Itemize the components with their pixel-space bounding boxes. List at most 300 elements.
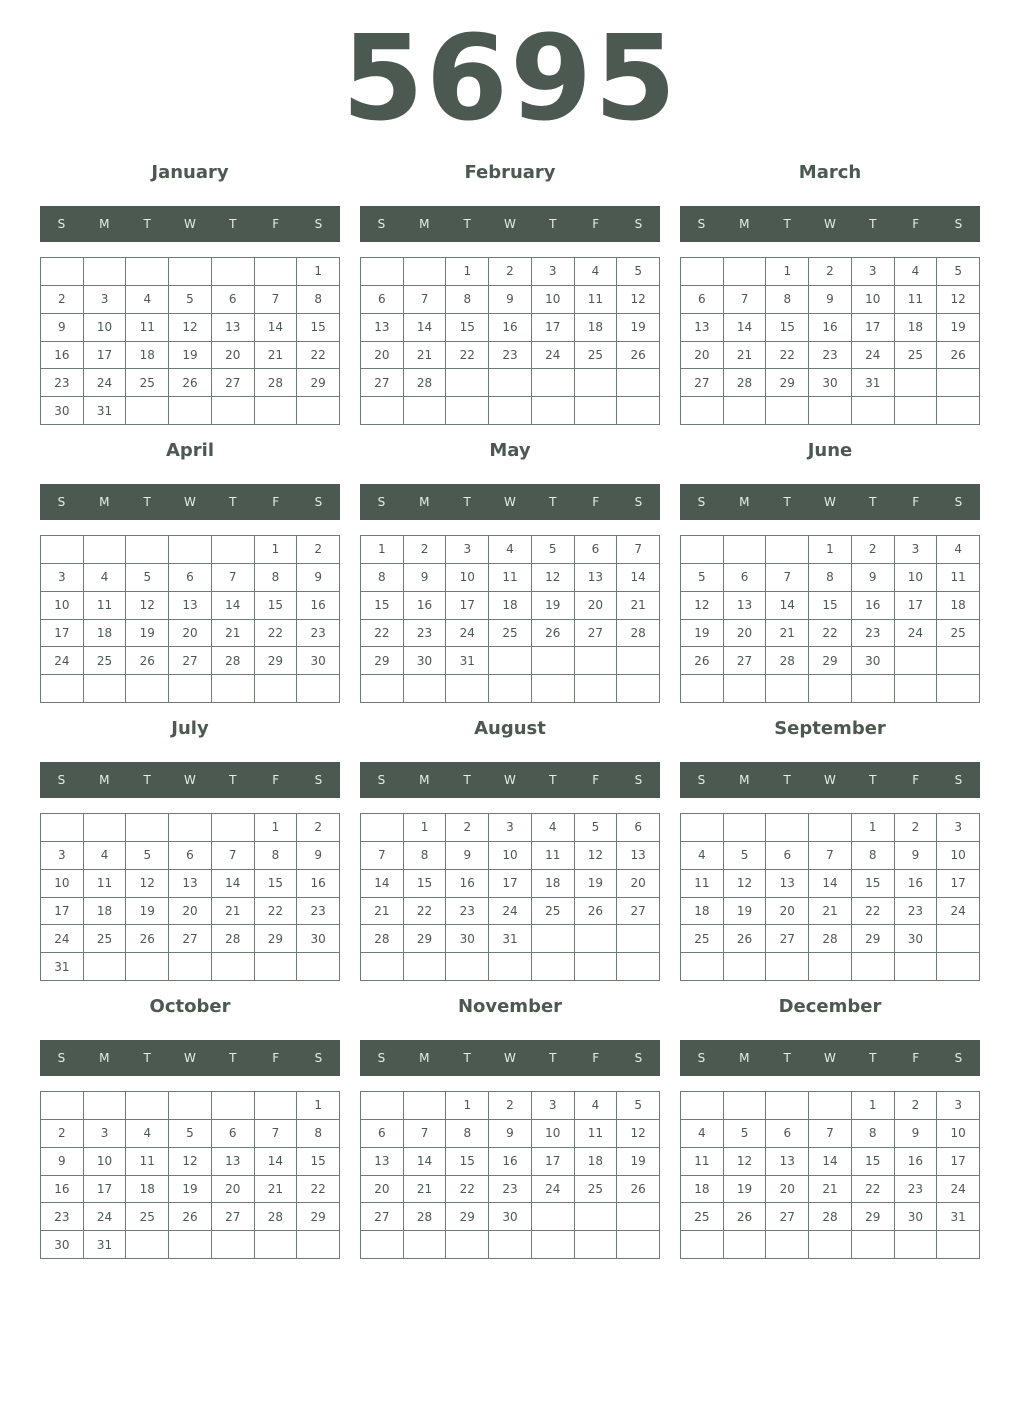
day-cell: 19 bbox=[126, 898, 169, 926]
day-cell: 24 bbox=[532, 1176, 575, 1204]
day-cell: 4 bbox=[532, 814, 575, 842]
empty-day-cell bbox=[681, 1092, 724, 1120]
day-cell: 27 bbox=[681, 369, 724, 397]
day-cell: 1 bbox=[255, 814, 298, 842]
day-cell: 13 bbox=[212, 314, 255, 342]
day-cell: 6 bbox=[681, 286, 724, 314]
day-cell: 4 bbox=[126, 1120, 169, 1148]
day-cell: 17 bbox=[532, 314, 575, 342]
day-cell: 23 bbox=[895, 898, 938, 926]
day-cell: 15 bbox=[852, 870, 895, 898]
day-cell: 27 bbox=[575, 620, 618, 648]
empty-day-cell bbox=[126, 1092, 169, 1120]
day-cell: 13 bbox=[724, 592, 767, 620]
day-cell: 7 bbox=[617, 536, 660, 564]
empty-day-cell bbox=[766, 814, 809, 842]
day-cell: 12 bbox=[126, 870, 169, 898]
empty-day-cell bbox=[446, 1231, 489, 1259]
day-cell: 3 bbox=[84, 1120, 127, 1148]
day-cell: 13 bbox=[361, 314, 404, 342]
day-cell: 22 bbox=[297, 342, 340, 370]
day-cell: 16 bbox=[809, 314, 852, 342]
weekday-label: S bbox=[57, 217, 66, 231]
day-cell: 7 bbox=[724, 286, 767, 314]
weekday-label: T bbox=[549, 217, 557, 231]
day-cell: 19 bbox=[617, 1148, 660, 1176]
day-cell: 4 bbox=[84, 564, 127, 592]
day-cell: 23 bbox=[489, 1176, 532, 1204]
day-cell: 21 bbox=[617, 592, 660, 620]
day-cell: 11 bbox=[532, 842, 575, 870]
day-cell: 13 bbox=[766, 1148, 809, 1176]
day-cell: 3 bbox=[937, 1092, 980, 1120]
empty-day-cell bbox=[852, 1231, 895, 1259]
day-cell: 29 bbox=[766, 369, 809, 397]
day-cell: 26 bbox=[681, 647, 724, 675]
day-grid bbox=[360, 257, 660, 425]
weekday-label: F bbox=[592, 1051, 600, 1065]
day-cell: 1 bbox=[766, 258, 809, 286]
empty-day-cell bbox=[84, 953, 127, 981]
day-cell: 19 bbox=[937, 314, 980, 342]
empty-day-cell bbox=[937, 675, 980, 703]
empty-day-cell bbox=[852, 397, 895, 425]
day-cell: 1 bbox=[446, 258, 489, 286]
empty-day-cell bbox=[404, 397, 447, 425]
day-cell: 6 bbox=[212, 1120, 255, 1148]
day-cell: 4 bbox=[681, 1120, 724, 1148]
weekday-label: W bbox=[504, 1051, 516, 1065]
day-cell: 29 bbox=[809, 647, 852, 675]
empty-day-cell bbox=[895, 1231, 938, 1259]
day-cell: 19 bbox=[617, 314, 660, 342]
day-cell: 1 bbox=[404, 814, 447, 842]
weekday-label: F bbox=[272, 217, 280, 231]
day-cell: 25 bbox=[126, 369, 169, 397]
day-grid bbox=[680, 1091, 980, 1259]
empty-day-cell bbox=[212, 675, 255, 703]
day-cell: 24 bbox=[84, 1203, 127, 1231]
day-cell: 6 bbox=[724, 564, 767, 592]
day-cell: 14 bbox=[809, 1148, 852, 1176]
empty-day-cell bbox=[724, 1092, 767, 1120]
weekday-label: M bbox=[739, 495, 750, 509]
empty-day-cell bbox=[575, 397, 618, 425]
weekday-label: S bbox=[697, 495, 706, 509]
day-cell: 7 bbox=[766, 564, 809, 592]
weekday-label: S bbox=[697, 773, 706, 787]
day-cell: 2 bbox=[852, 536, 895, 564]
weekday-label: F bbox=[912, 1051, 920, 1065]
weekday-label: S bbox=[377, 1051, 386, 1065]
day-cell: 25 bbox=[681, 1203, 724, 1231]
day-cell: 9 bbox=[489, 286, 532, 314]
day-cell: 3 bbox=[532, 258, 575, 286]
day-cell: 7 bbox=[404, 286, 447, 314]
weekday-label: S bbox=[634, 1051, 643, 1065]
empty-day-cell bbox=[617, 647, 660, 675]
day-cell: 20 bbox=[361, 342, 404, 370]
empty-day-cell bbox=[532, 369, 575, 397]
day-cell: 21 bbox=[724, 342, 767, 370]
empty-day-cell bbox=[617, 925, 660, 953]
day-cell: 28 bbox=[255, 369, 298, 397]
day-cell: 30 bbox=[489, 1203, 532, 1231]
empty-day-cell bbox=[724, 953, 767, 981]
empty-day-cell bbox=[766, 953, 809, 981]
day-cell: 23 bbox=[41, 369, 84, 397]
weekday-label: M bbox=[99, 1051, 110, 1065]
empty-day-cell bbox=[212, 536, 255, 564]
day-cell: 17 bbox=[41, 898, 84, 926]
empty-day-cell bbox=[575, 1203, 618, 1231]
day-cell: 28 bbox=[212, 647, 255, 675]
empty-day-cell bbox=[895, 953, 938, 981]
empty-day-cell bbox=[169, 1092, 212, 1120]
weekday-label: W bbox=[824, 773, 836, 787]
day-cell: 16 bbox=[404, 592, 447, 620]
day-cell: 25 bbox=[532, 898, 575, 926]
day-cell: 1 bbox=[297, 1092, 340, 1120]
day-cell: 6 bbox=[766, 842, 809, 870]
weekday-header bbox=[40, 762, 340, 798]
day-cell: 30 bbox=[41, 1231, 84, 1259]
weekday-header bbox=[40, 206, 340, 242]
day-cell: 8 bbox=[852, 1120, 895, 1148]
day-grid bbox=[680, 535, 980, 703]
weekday-label: F bbox=[912, 773, 920, 787]
day-grid bbox=[360, 1091, 660, 1259]
day-grid bbox=[360, 535, 660, 703]
empty-day-cell bbox=[212, 1092, 255, 1120]
day-cell: 19 bbox=[681, 620, 724, 648]
day-cell: 17 bbox=[446, 592, 489, 620]
weekday-label: S bbox=[314, 1051, 323, 1065]
day-cell: 3 bbox=[895, 536, 938, 564]
day-cell: 23 bbox=[852, 620, 895, 648]
empty-day-cell bbox=[361, 1231, 404, 1259]
empty-day-cell bbox=[617, 1231, 660, 1259]
empty-day-cell bbox=[126, 953, 169, 981]
empty-day-cell bbox=[575, 925, 618, 953]
day-cell: 30 bbox=[446, 925, 489, 953]
weekday-label: T bbox=[783, 773, 791, 787]
weekday-label: W bbox=[824, 1051, 836, 1065]
empty-day-cell bbox=[809, 953, 852, 981]
weekday-label: T bbox=[229, 495, 237, 509]
weekday-label: S bbox=[377, 217, 386, 231]
empty-day-cell bbox=[937, 953, 980, 981]
day-cell: 7 bbox=[212, 564, 255, 592]
day-cell: 16 bbox=[41, 1176, 84, 1204]
empty-day-cell bbox=[84, 258, 127, 286]
weekday-label: T bbox=[783, 217, 791, 231]
day-cell: 28 bbox=[766, 647, 809, 675]
empty-day-cell bbox=[361, 397, 404, 425]
empty-day-cell bbox=[575, 953, 618, 981]
empty-day-cell bbox=[895, 397, 938, 425]
day-cell: 8 bbox=[809, 564, 852, 592]
weekday-label: S bbox=[634, 495, 643, 509]
day-cell: 10 bbox=[41, 870, 84, 898]
day-cell: 14 bbox=[361, 870, 404, 898]
day-cell: 12 bbox=[724, 870, 767, 898]
day-cell: 18 bbox=[681, 1176, 724, 1204]
weekday-label: M bbox=[99, 495, 110, 509]
empty-day-cell bbox=[617, 1203, 660, 1231]
day-cell: 21 bbox=[212, 620, 255, 648]
day-cell: 10 bbox=[446, 564, 489, 592]
day-cell: 5 bbox=[937, 258, 980, 286]
day-cell: 10 bbox=[84, 1148, 127, 1176]
day-cell: 13 bbox=[575, 564, 618, 592]
day-cell: 4 bbox=[126, 286, 169, 314]
day-cell: 19 bbox=[169, 342, 212, 370]
day-cell: 8 bbox=[446, 286, 489, 314]
empty-day-cell bbox=[532, 397, 575, 425]
day-cell: 8 bbox=[297, 1120, 340, 1148]
day-cell: 5 bbox=[532, 536, 575, 564]
day-cell: 25 bbox=[575, 1176, 618, 1204]
day-cell: 17 bbox=[895, 592, 938, 620]
weekday-label: T bbox=[869, 217, 877, 231]
weekday-label: T bbox=[143, 495, 151, 509]
day-cell: 28 bbox=[404, 1203, 447, 1231]
weekday-label: W bbox=[824, 495, 836, 509]
day-cell: 6 bbox=[212, 286, 255, 314]
day-cell: 9 bbox=[895, 842, 938, 870]
day-cell: 18 bbox=[937, 592, 980, 620]
empty-day-cell bbox=[617, 369, 660, 397]
day-cell: 13 bbox=[169, 592, 212, 620]
day-cell: 28 bbox=[255, 1203, 298, 1231]
empty-day-cell bbox=[724, 1231, 767, 1259]
weekday-header bbox=[360, 484, 660, 520]
day-cell: 24 bbox=[489, 898, 532, 926]
day-cell: 9 bbox=[297, 564, 340, 592]
day-cell: 28 bbox=[724, 369, 767, 397]
empty-day-cell bbox=[404, 258, 447, 286]
day-cell: 24 bbox=[852, 342, 895, 370]
empty-day-cell bbox=[895, 675, 938, 703]
empty-day-cell bbox=[766, 1092, 809, 1120]
day-cell: 15 bbox=[255, 870, 298, 898]
month-name: February bbox=[464, 162, 556, 183]
day-cell: 2 bbox=[446, 814, 489, 842]
day-cell: 27 bbox=[361, 369, 404, 397]
day-cell: 5 bbox=[724, 842, 767, 870]
day-cell: 7 bbox=[809, 1120, 852, 1148]
weekday-label: S bbox=[314, 773, 323, 787]
day-cell: 1 bbox=[446, 1092, 489, 1120]
empty-day-cell bbox=[937, 647, 980, 675]
weekday-label: W bbox=[824, 217, 836, 231]
day-cell: 9 bbox=[489, 1120, 532, 1148]
day-cell: 5 bbox=[126, 842, 169, 870]
weekday-label: F bbox=[592, 495, 600, 509]
day-cell: 5 bbox=[681, 564, 724, 592]
weekday-label: M bbox=[99, 773, 110, 787]
day-cell: 11 bbox=[126, 314, 169, 342]
day-cell: 11 bbox=[681, 870, 724, 898]
day-cell: 12 bbox=[617, 1120, 660, 1148]
day-cell: 27 bbox=[766, 925, 809, 953]
day-cell: 11 bbox=[895, 286, 938, 314]
day-cell: 21 bbox=[255, 342, 298, 370]
day-cell: 18 bbox=[575, 1148, 618, 1176]
day-cell: 24 bbox=[446, 620, 489, 648]
day-cell: 25 bbox=[681, 925, 724, 953]
empty-day-cell bbox=[169, 258, 212, 286]
day-cell: 24 bbox=[895, 620, 938, 648]
day-cell: 7 bbox=[361, 842, 404, 870]
weekday-label: T bbox=[783, 495, 791, 509]
weekday-label: S bbox=[697, 217, 706, 231]
empty-day-cell bbox=[41, 258, 84, 286]
day-cell: 12 bbox=[169, 314, 212, 342]
weekday-label: F bbox=[272, 773, 280, 787]
weekday-label: T bbox=[549, 495, 557, 509]
day-cell: 12 bbox=[575, 842, 618, 870]
day-cell: 14 bbox=[212, 592, 255, 620]
day-cell: 6 bbox=[766, 1120, 809, 1148]
day-cell: 11 bbox=[84, 870, 127, 898]
day-cell: 20 bbox=[361, 1176, 404, 1204]
day-cell: 8 bbox=[297, 286, 340, 314]
weekday-label: S bbox=[377, 773, 386, 787]
weekday-label: T bbox=[143, 1051, 151, 1065]
day-cell: 30 bbox=[41, 397, 84, 425]
day-cell: 23 bbox=[446, 898, 489, 926]
weekday-label: S bbox=[954, 1051, 963, 1065]
day-cell: 26 bbox=[169, 1203, 212, 1231]
empty-day-cell bbox=[84, 536, 127, 564]
weekday-label: W bbox=[184, 495, 196, 509]
day-cell: 3 bbox=[41, 842, 84, 870]
month-name: August bbox=[474, 718, 546, 739]
weekday-label: T bbox=[463, 495, 471, 509]
day-cell: 1 bbox=[361, 536, 404, 564]
day-cell: 8 bbox=[852, 842, 895, 870]
day-cell: 11 bbox=[937, 564, 980, 592]
day-cell: 29 bbox=[361, 647, 404, 675]
day-cell: 3 bbox=[489, 814, 532, 842]
day-cell: 28 bbox=[361, 925, 404, 953]
weekday-label: T bbox=[549, 1051, 557, 1065]
day-cell: 22 bbox=[852, 1176, 895, 1204]
weekday-label: S bbox=[314, 495, 323, 509]
day-cell: 20 bbox=[766, 1176, 809, 1204]
day-cell: 8 bbox=[766, 286, 809, 314]
empty-day-cell bbox=[361, 953, 404, 981]
empty-day-cell bbox=[852, 675, 895, 703]
day-cell: 26 bbox=[532, 620, 575, 648]
day-cell: 19 bbox=[575, 870, 618, 898]
day-cell: 23 bbox=[297, 620, 340, 648]
day-cell: 23 bbox=[41, 1203, 84, 1231]
weekday-label: T bbox=[229, 217, 237, 231]
day-cell: 12 bbox=[532, 564, 575, 592]
day-cell: 2 bbox=[41, 286, 84, 314]
day-cell: 24 bbox=[532, 342, 575, 370]
day-cell: 19 bbox=[724, 898, 767, 926]
day-cell: 17 bbox=[41, 620, 84, 648]
empty-day-cell bbox=[404, 1092, 447, 1120]
day-cell: 30 bbox=[895, 925, 938, 953]
day-cell: 27 bbox=[724, 647, 767, 675]
day-cell: 27 bbox=[212, 1203, 255, 1231]
day-cell: 10 bbox=[895, 564, 938, 592]
day-cell: 28 bbox=[617, 620, 660, 648]
weekday-label: M bbox=[99, 217, 110, 231]
empty-day-cell bbox=[724, 536, 767, 564]
day-cell: 16 bbox=[489, 314, 532, 342]
day-cell: 15 bbox=[446, 314, 489, 342]
weekday-label: S bbox=[57, 495, 66, 509]
day-cell: 12 bbox=[724, 1148, 767, 1176]
empty-day-cell bbox=[84, 675, 127, 703]
empty-day-cell bbox=[575, 647, 618, 675]
weekday-header bbox=[680, 762, 980, 798]
day-cell: 20 bbox=[681, 342, 724, 370]
day-cell: 17 bbox=[852, 314, 895, 342]
day-cell: 23 bbox=[489, 342, 532, 370]
day-cell: 19 bbox=[724, 1176, 767, 1204]
day-cell: 5 bbox=[617, 1092, 660, 1120]
day-cell: 24 bbox=[41, 647, 84, 675]
weekday-header bbox=[40, 484, 340, 520]
weekday-label: S bbox=[634, 217, 643, 231]
day-cell: 27 bbox=[361, 1203, 404, 1231]
day-cell: 20 bbox=[212, 1176, 255, 1204]
empty-day-cell bbox=[681, 258, 724, 286]
empty-day-cell bbox=[41, 814, 84, 842]
day-cell: 25 bbox=[84, 925, 127, 953]
empty-day-cell bbox=[297, 397, 340, 425]
day-grid bbox=[40, 813, 340, 981]
day-cell: 21 bbox=[255, 1176, 298, 1204]
day-cell: 11 bbox=[681, 1148, 724, 1176]
day-cell: 14 bbox=[766, 592, 809, 620]
day-cell: 2 bbox=[489, 1092, 532, 1120]
day-cell: 3 bbox=[937, 814, 980, 842]
day-cell: 25 bbox=[489, 620, 532, 648]
empty-day-cell bbox=[724, 675, 767, 703]
month-name: October bbox=[149, 996, 231, 1017]
day-cell: 31 bbox=[84, 397, 127, 425]
day-cell: 26 bbox=[937, 342, 980, 370]
day-cell: 26 bbox=[169, 369, 212, 397]
day-cell: 18 bbox=[84, 620, 127, 648]
day-cell: 9 bbox=[852, 564, 895, 592]
day-cell: 17 bbox=[84, 1176, 127, 1204]
day-grid bbox=[360, 813, 660, 981]
empty-day-cell bbox=[169, 536, 212, 564]
empty-day-cell bbox=[126, 675, 169, 703]
day-cell: 22 bbox=[446, 342, 489, 370]
day-cell: 10 bbox=[532, 1120, 575, 1148]
day-cell: 6 bbox=[169, 564, 212, 592]
day-cell: 31 bbox=[84, 1231, 127, 1259]
empty-day-cell bbox=[404, 953, 447, 981]
day-cell: 4 bbox=[84, 842, 127, 870]
day-cell: 25 bbox=[126, 1203, 169, 1231]
day-cell: 16 bbox=[895, 1148, 938, 1176]
day-cell: 23 bbox=[809, 342, 852, 370]
day-cell: 21 bbox=[809, 898, 852, 926]
month-name: November bbox=[457, 996, 563, 1017]
empty-day-cell bbox=[84, 1092, 127, 1120]
